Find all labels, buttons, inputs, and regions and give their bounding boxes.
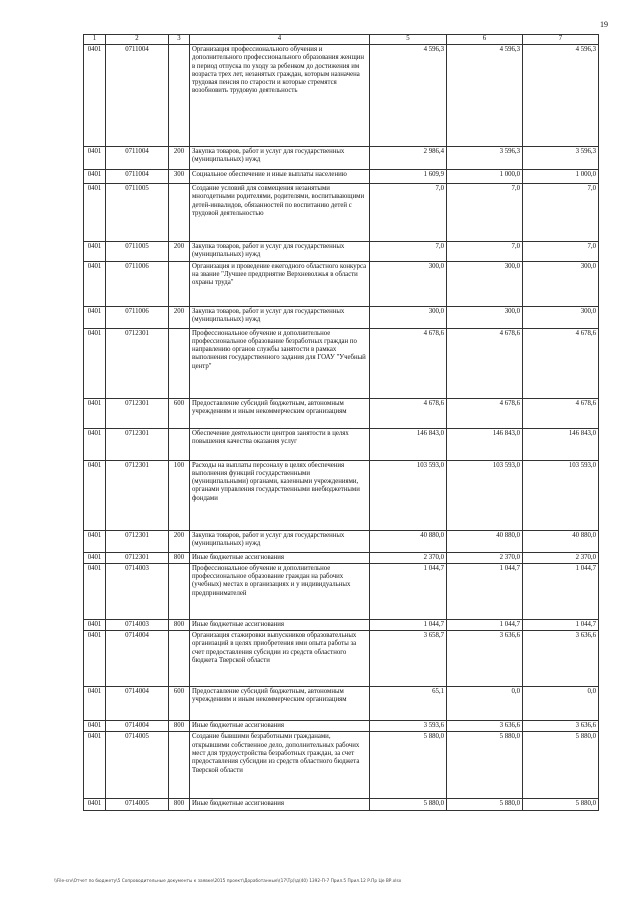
amount-year-2-cell: 7,0 bbox=[447, 242, 523, 262]
description-cell: Профессиональное обучение и дополнительное профессиональное образование граждан на рабочих (учебных) местах в организациях и у индивидуальных предпринимателей bbox=[190, 563, 370, 619]
amount-year-2-cell: 4 678,6 bbox=[447, 328, 523, 398]
amount-year-1-cell: 146 843,0 bbox=[370, 428, 447, 460]
description-cell: Предоставление субсидий бюджетным, автономным учреждениям и иным некоммерческим организациям bbox=[190, 687, 370, 721]
expense-type-cell: 600 bbox=[169, 398, 190, 428]
budget-table bbox=[83, 34, 599, 811]
header-cell-4: 4 bbox=[190, 35, 370, 45]
department-code-cell: 0401 bbox=[84, 45, 106, 147]
amount-year-1-cell: 65,1 bbox=[370, 687, 447, 721]
amount-year-1-cell: 4 678,6 bbox=[370, 398, 447, 428]
description-cell: Создание условий для совмещения незанятыми многодетными родителями, родителями, воспитывающими детей-инвалидов, обязанностей по воспитанию детей с трудовой деятельностью bbox=[190, 184, 370, 242]
target-article-cell: 0712301 bbox=[106, 398, 169, 428]
table-row bbox=[84, 147, 599, 170]
department-code-cell: 0401 bbox=[84, 721, 106, 732]
amount-year-3-cell: 1 044,7 bbox=[523, 619, 599, 630]
table-row bbox=[84, 552, 599, 563]
department-code-cell: 0401 bbox=[84, 398, 106, 428]
expense-type-cell: 200 bbox=[169, 530, 190, 552]
amount-year-1-cell: 2 986,4 bbox=[370, 147, 447, 170]
amount-year-1-cell: 7,0 bbox=[370, 184, 447, 242]
table-row bbox=[84, 631, 599, 687]
expense-type-cell: 200 bbox=[169, 147, 190, 170]
target-article-cell: 0714004 bbox=[106, 721, 169, 732]
department-code-cell: 0401 bbox=[84, 460, 106, 530]
amount-year-2-cell: 2 370,0 bbox=[447, 552, 523, 563]
table-row bbox=[84, 530, 599, 552]
description-cell: Закупка товаров, работ и услуг для государственных (муниципальных) нужд bbox=[190, 147, 370, 170]
amount-year-3-cell: 7,0 bbox=[523, 184, 599, 242]
amount-year-2-cell: 40 880,0 bbox=[447, 530, 523, 552]
table-row bbox=[84, 799, 599, 811]
department-code-cell: 0401 bbox=[84, 631, 106, 687]
description-cell: Социальное обеспечение и иные выплаты населению bbox=[190, 170, 370, 184]
expense-type-cell: 800 bbox=[169, 721, 190, 732]
amount-year-1-cell: 2 370,0 bbox=[370, 552, 447, 563]
table-row bbox=[84, 460, 599, 530]
description-cell: Расходы на выплаты персоналу в целях обеспечения выполнения функций государственными (муниципальными) органами, казенными учреждениями, органами управления государственными внебюджетными фондами bbox=[190, 460, 370, 530]
amount-year-2-cell: 4 596,3 bbox=[447, 45, 523, 147]
table-row bbox=[84, 184, 599, 242]
department-code-cell: 0401 bbox=[84, 147, 106, 170]
description-cell: Организация профессионального обучения и дополнительного профессионального образования женщин в период отпуска по уходу за ребенком до достижения им возраста трех лет, незанятых граждан, которым назначена трудовая пенсия по старости и которые стремятся возобновить трудовую деятельность bbox=[190, 45, 370, 147]
target-article-cell: 0711006 bbox=[106, 261, 169, 306]
target-article-cell: 0714004 bbox=[106, 631, 169, 687]
amount-year-3-cell: 5 880,0 bbox=[523, 799, 599, 811]
amount-year-1-cell: 3 593,6 bbox=[370, 721, 447, 732]
amount-year-3-cell: 40 880,0 bbox=[523, 530, 599, 552]
amount-year-2-cell: 7,0 bbox=[447, 184, 523, 242]
department-code-cell: 0401 bbox=[84, 242, 106, 262]
target-article-cell: 0712301 bbox=[106, 428, 169, 460]
amount-year-3-cell: 146 843,0 bbox=[523, 428, 599, 460]
expense-type-cell bbox=[169, 261, 190, 306]
expense-type-cell: 800 bbox=[169, 552, 190, 563]
target-article-cell: 0712301 bbox=[106, 460, 169, 530]
department-code-cell: 0401 bbox=[84, 261, 106, 306]
table-row bbox=[84, 732, 599, 799]
department-code-cell: 0401 bbox=[84, 687, 106, 721]
table-row bbox=[84, 563, 599, 619]
amount-year-2-cell: 300,0 bbox=[447, 261, 523, 306]
table-row bbox=[84, 619, 599, 630]
department-code-cell: 0401 bbox=[84, 530, 106, 552]
target-article-cell: 0712301 bbox=[106, 530, 169, 552]
amount-year-3-cell: 3 636,6 bbox=[523, 631, 599, 687]
target-article-cell: 0711004 bbox=[106, 45, 169, 147]
table-row bbox=[84, 242, 599, 262]
amount-year-1-cell: 300,0 bbox=[370, 306, 447, 328]
amount-year-1-cell: 4 596,3 bbox=[370, 45, 447, 147]
amount-year-1-cell: 5 880,0 bbox=[370, 732, 447, 799]
amount-year-3-cell: 300,0 bbox=[523, 261, 599, 306]
amount-year-3-cell: 2 370,0 bbox=[523, 552, 599, 563]
amount-year-3-cell: 4 678,6 bbox=[523, 398, 599, 428]
description-cell: Закупка товаров, работ и услуг для государственных (муниципальных) нужд bbox=[190, 242, 370, 262]
table-row bbox=[84, 306, 599, 328]
table-header-row bbox=[84, 35, 599, 45]
table-row bbox=[84, 45, 599, 147]
amount-year-2-cell: 3 636,6 bbox=[447, 631, 523, 687]
table-row bbox=[84, 428, 599, 460]
amount-year-1-cell: 300,0 bbox=[370, 261, 447, 306]
amount-year-2-cell: 1 044,7 bbox=[447, 563, 523, 619]
target-article-cell: 0711005 bbox=[106, 242, 169, 262]
department-code-cell: 0401 bbox=[84, 184, 106, 242]
header-cell-6: 6 bbox=[447, 35, 523, 45]
amount-year-1-cell: 1 044,7 bbox=[370, 619, 447, 630]
description-cell: Обеспечение деятельности центров занятости в целях повышения качества оказания услуг bbox=[190, 428, 370, 460]
description-cell: Иные бюджетные ассигнования bbox=[190, 799, 370, 811]
amount-year-1-cell: 7,0 bbox=[370, 242, 447, 262]
amount-year-2-cell: 3 596,3 bbox=[447, 147, 523, 170]
page-number: 19 bbox=[600, 20, 608, 29]
department-code-cell: 0401 bbox=[84, 170, 106, 184]
target-article-cell: 0712301 bbox=[106, 328, 169, 398]
amount-year-3-cell: 7,0 bbox=[523, 242, 599, 262]
expense-type-cell: 300 bbox=[169, 170, 190, 184]
department-code-cell: 0401 bbox=[84, 552, 106, 563]
table-row bbox=[84, 721, 599, 732]
table-row bbox=[84, 261, 599, 306]
description-cell: Организация стажировки выпускников образовательных организаций в целях приобретения ими опыта работы за счет предоставления субсидии из средств областного бюджета Тверской области bbox=[190, 631, 370, 687]
expense-type-cell bbox=[169, 631, 190, 687]
header-cell-5: 5 bbox=[370, 35, 447, 45]
amount-year-2-cell: 0,0 bbox=[447, 687, 523, 721]
description-cell: Профессиональное обучение и дополнительное профессиональное образование безработных граждан по направлению органов службы занятости в рамках выполнения государственного задания для ГОАУ "Учебный центр" bbox=[190, 328, 370, 398]
description-cell: Организация и проведение ежегодного областного конкурса на звание "Лучшее предприятие Верхневолжья в области охраны труда" bbox=[190, 261, 370, 306]
target-article-cell: 0711004 bbox=[106, 147, 169, 170]
amount-year-1-cell: 103 593,0 bbox=[370, 460, 447, 530]
table-body bbox=[84, 45, 599, 811]
amount-year-3-cell: 1 000,0 bbox=[523, 170, 599, 184]
amount-year-3-cell: 4 678,6 bbox=[523, 328, 599, 398]
amount-year-1-cell: 40 880,0 bbox=[370, 530, 447, 552]
description-cell: Иные бюджетные ассигнования bbox=[190, 552, 370, 563]
amount-year-3-cell: 4 596,3 bbox=[523, 45, 599, 147]
header-cell-7: 7 bbox=[523, 35, 599, 45]
amount-year-2-cell: 5 880,0 bbox=[447, 799, 523, 811]
amount-year-2-cell: 1 044,7 bbox=[447, 619, 523, 630]
expense-type-cell: 600 bbox=[169, 687, 190, 721]
amount-year-3-cell: 1 044,7 bbox=[523, 563, 599, 619]
amount-year-2-cell: 1 000,0 bbox=[447, 170, 523, 184]
target-article-cell: 0712301 bbox=[106, 552, 169, 563]
expense-type-cell: 100 bbox=[169, 460, 190, 530]
expense-type-cell: 800 bbox=[169, 799, 190, 811]
description-cell: Иные бюджетные ассигнования bbox=[190, 619, 370, 630]
table-row bbox=[84, 170, 599, 184]
department-code-cell: 0401 bbox=[84, 732, 106, 799]
expense-type-cell: 800 bbox=[169, 619, 190, 630]
amount-year-1-cell: 1 044,7 bbox=[370, 563, 447, 619]
target-article-cell: 0711005 bbox=[106, 184, 169, 242]
header-cell-3: 3 bbox=[169, 35, 190, 45]
table-row bbox=[84, 328, 599, 398]
amount-year-3-cell: 0,0 bbox=[523, 687, 599, 721]
target-article-cell: 0714005 bbox=[106, 732, 169, 799]
expense-type-cell bbox=[169, 428, 190, 460]
expense-type-cell: 200 bbox=[169, 306, 190, 328]
target-article-cell: 0711004 bbox=[106, 170, 169, 184]
description-cell: Предоставление субсидий бюджетным, автономным учреждениям и иным некоммерческим организациям bbox=[190, 398, 370, 428]
amount-year-1-cell: 5 880,0 bbox=[370, 799, 447, 811]
expense-type-cell bbox=[169, 184, 190, 242]
amount-year-3-cell: 5 880,0 bbox=[523, 732, 599, 799]
department-code-cell: 0401 bbox=[84, 619, 106, 630]
department-code-cell: 0401 bbox=[84, 328, 106, 398]
amount-year-2-cell: 300,0 bbox=[447, 306, 523, 328]
description-cell: Закупка товаров, работ и услуг для государственных (муниципальных) нужд bbox=[190, 306, 370, 328]
target-article-cell: 0711006 bbox=[106, 306, 169, 328]
amount-year-3-cell: 3 596,3 bbox=[523, 147, 599, 170]
amount-year-3-cell: 300,0 bbox=[523, 306, 599, 328]
amount-year-1-cell: 4 678,6 bbox=[370, 328, 447, 398]
target-article-cell: 0714004 bbox=[106, 687, 169, 721]
target-article-cell: 0714003 bbox=[106, 619, 169, 630]
target-article-cell: 0714003 bbox=[106, 563, 169, 619]
amount-year-3-cell: 103 593,0 bbox=[523, 460, 599, 530]
table-row bbox=[84, 398, 599, 428]
amount-year-1-cell: 3 658,7 bbox=[370, 631, 447, 687]
department-code-cell: 0401 bbox=[84, 563, 106, 619]
description-cell: Закупка товаров, работ и услуг для государственных (муниципальных) нужд bbox=[190, 530, 370, 552]
amount-year-2-cell: 146 843,0 bbox=[447, 428, 523, 460]
amount-year-2-cell: 103 593,0 bbox=[447, 460, 523, 530]
expense-type-cell bbox=[169, 732, 190, 799]
amount-year-2-cell: 5 880,0 bbox=[447, 732, 523, 799]
header-cell-1: 1 bbox=[84, 35, 106, 45]
amount-year-2-cell: 4 678,6 bbox=[447, 398, 523, 428]
file-path-footer: \\File-srv\Отчет по бюджету\5 Сопроводительные документы к заявке\2015 проект\Доработанные\(17\Тр)\д(40) 1392-П-7 Прил.5 Прил.12 Р.Пр Це ВР.xlsx bbox=[54, 879, 402, 884]
description-cell: Создание бывшими безработными гражданами, открывшими собственное дело, дополнительных рабочих мест для трудоустройства безработных граждан, за счет предоставления субсидии из средств областного бюджета Тверской области bbox=[190, 732, 370, 799]
target-article-cell: 0714005 bbox=[106, 799, 169, 811]
expense-type-cell bbox=[169, 563, 190, 619]
expense-type-cell bbox=[169, 328, 190, 398]
description-cell: Иные бюджетные ассигнования bbox=[190, 721, 370, 732]
table-row bbox=[84, 687, 599, 721]
expense-type-cell: 200 bbox=[169, 242, 190, 262]
amount-year-2-cell: 3 636,6 bbox=[447, 721, 523, 732]
department-code-cell: 0401 bbox=[84, 799, 106, 811]
amount-year-3-cell: 3 636,6 bbox=[523, 721, 599, 732]
department-code-cell: 0401 bbox=[84, 306, 106, 328]
department-code-cell: 0401 bbox=[84, 428, 106, 460]
expense-type-cell bbox=[169, 45, 190, 147]
amount-year-1-cell: 1 609,9 bbox=[370, 170, 447, 184]
header-cell-2: 2 bbox=[106, 35, 169, 45]
